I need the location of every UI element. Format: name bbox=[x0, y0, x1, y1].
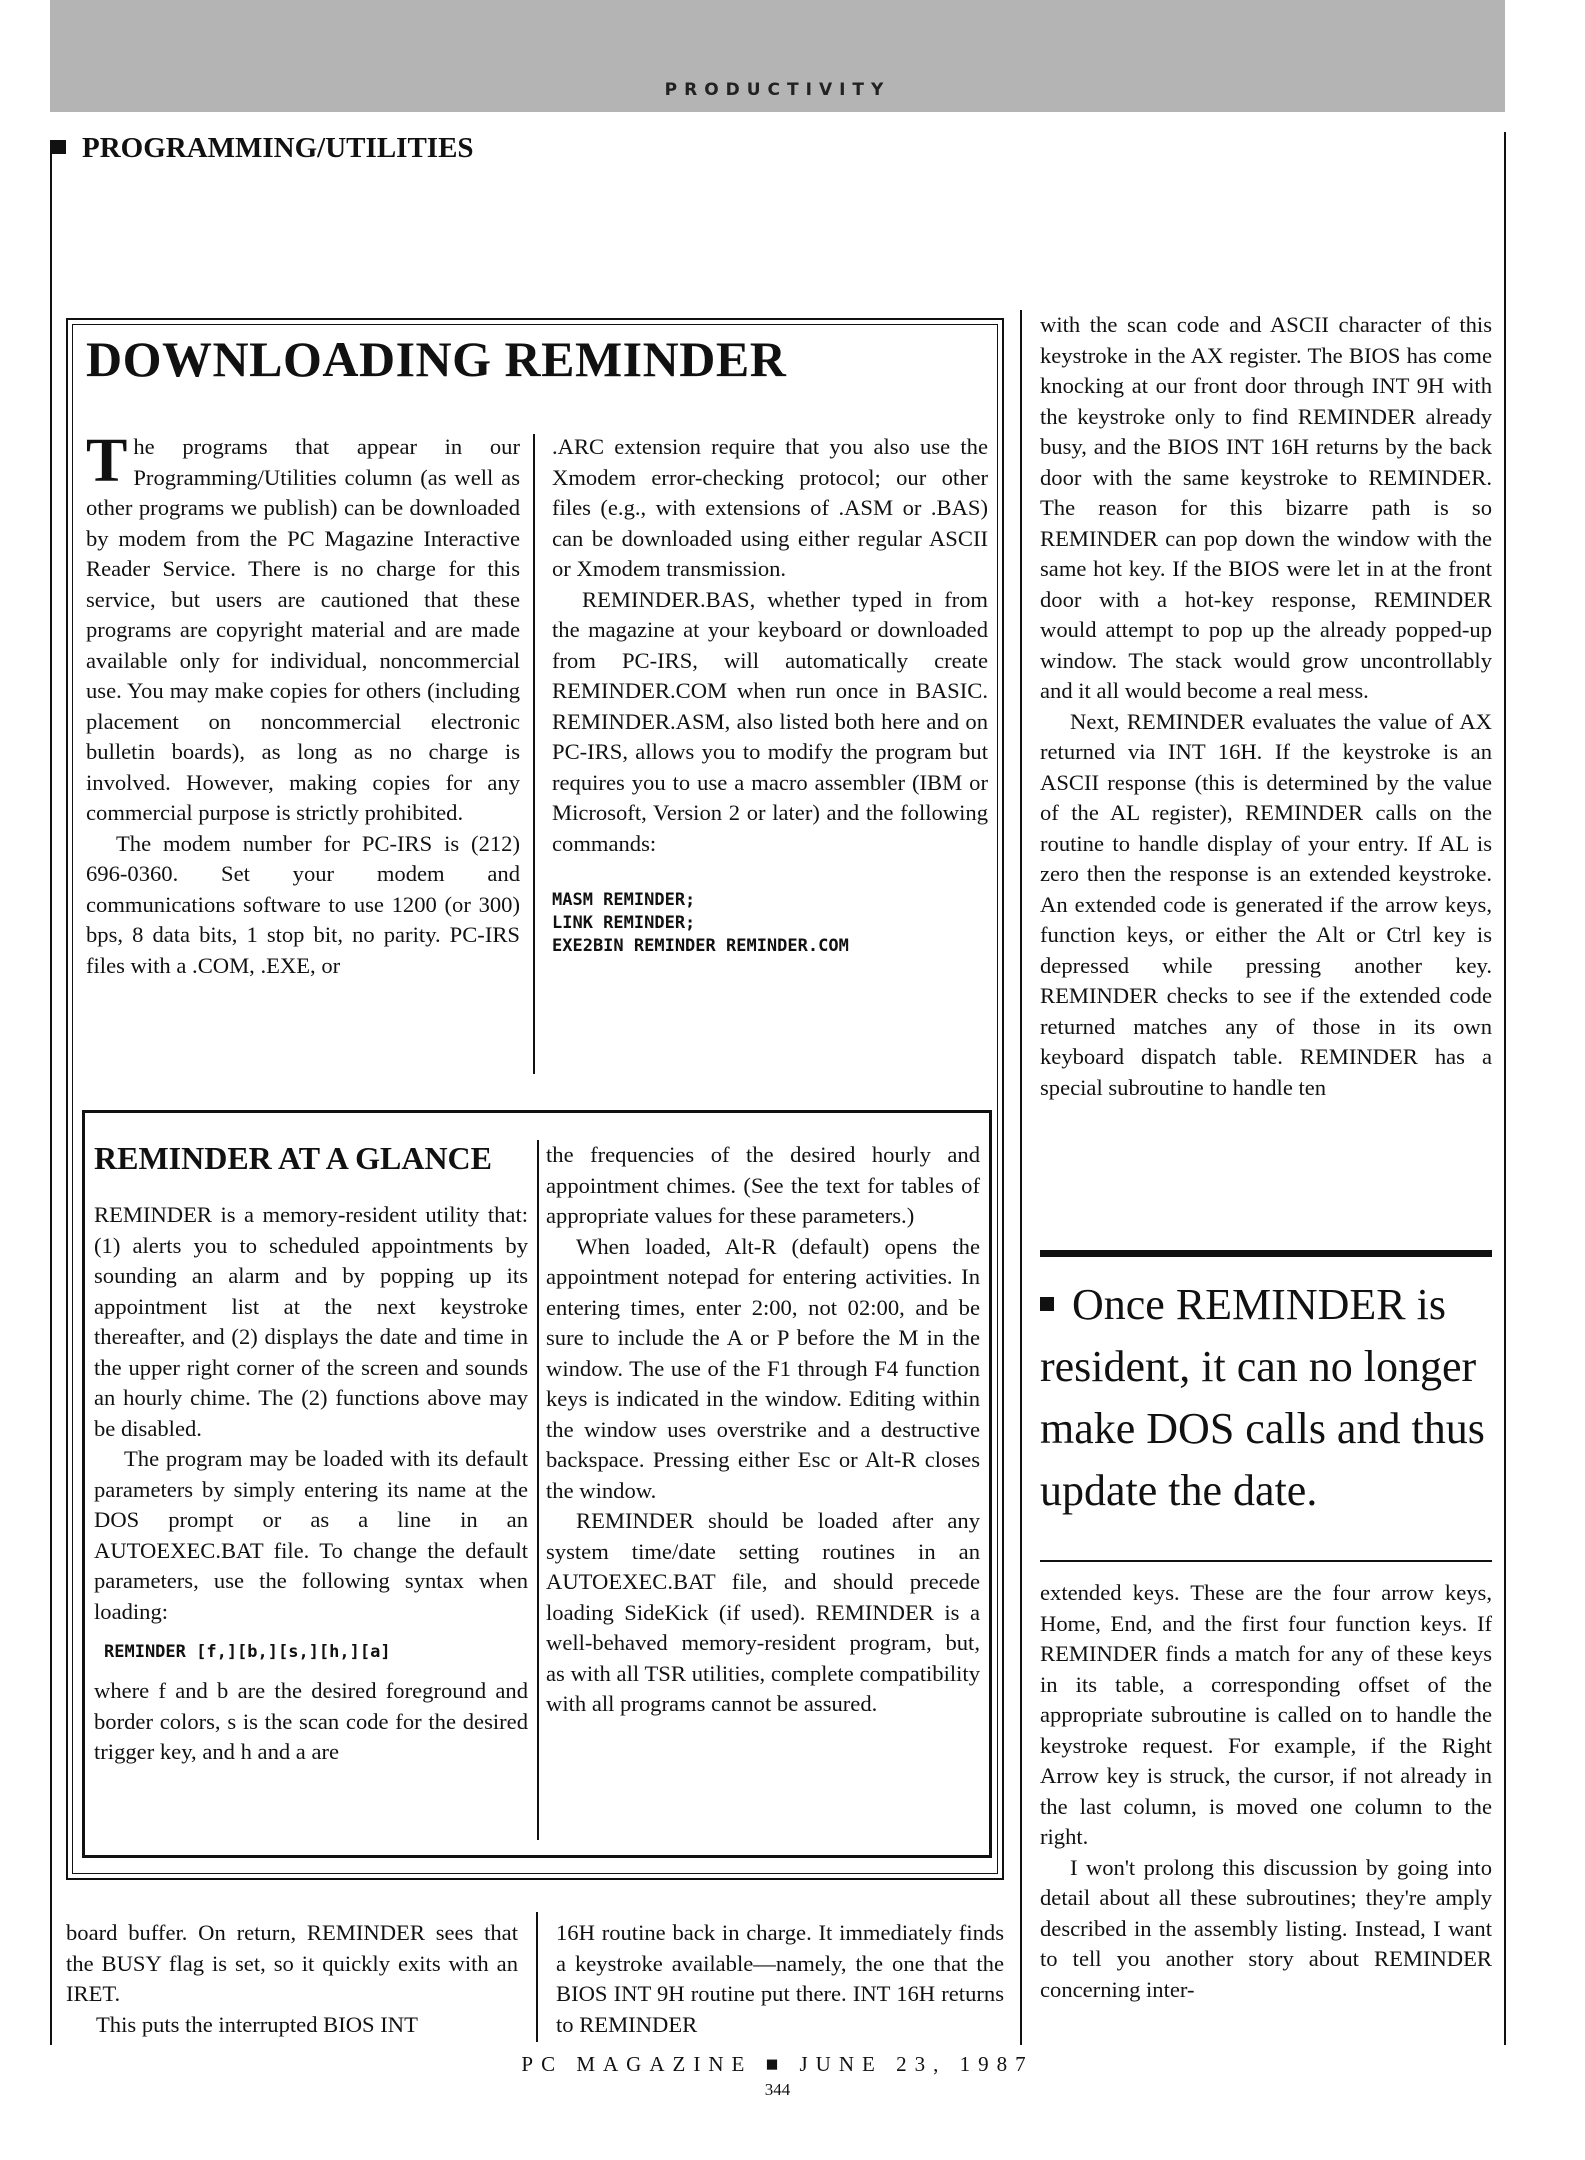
downloading-column-2 bbox=[552, 432, 988, 958]
magazine-footer: PC MAGAZINE ■ JUNE 23, 1987 bbox=[521, 2052, 1034, 2076]
category-label: PROGRAMMING/UTILITIES bbox=[82, 132, 474, 164]
right-paragraph-2: Next, REMINDER evaluates the value of AX returned via INT 16H. If the keystroke is an ASCII response (this is determined by the value of the AL register), REMINDER calls on the routine to handle display of your entry. If AL is zero then the response is an extended keystroke. An extended code is generated if the arrow keys, function keys, or either the Alt or Ctrl key is depressed while pressing another key. REMINDER checks to see if the extended code returned matches any of those in its own keyboard dispatch table. REMINDER has a special subroutine to handle ten bbox=[1040, 708, 1492, 1100]
downloading-paragraph-2: The modem number for PC-IRS is (212) 696-0360. Set your modem and communications software to use 1200 (or 300) bps, 8 data bits, 1 stop bit, no parity. PC-IRS files with a .COM, .EXE, or bbox=[86, 830, 520, 978]
bottom-column-1 bbox=[66, 1918, 518, 2040]
page-number: 344 bbox=[764, 2080, 791, 2099]
downloading-column-1 bbox=[86, 427, 520, 981]
bottom-paragraph-2: This puts the interrupted BIOS INT bbox=[96, 2011, 418, 2037]
glance-column-2 bbox=[546, 1140, 980, 1720]
glance-paragraph-4: the frequencies of the desired hourly and appointment chimes. (See the text for tables of appropriate values for these parameters.) bbox=[546, 1142, 980, 1228]
right-page-rule bbox=[1504, 132, 1506, 2045]
right-paragraph-3: extended keys. These are the four arrow keys, Home, End, and the first four function keys. If REMINDER finds a match for any of these keys in its table, a corresponding offset of the appropriate subroutine is called on to handle the keystroke request. For example, if the Right Arrow key is struck, the cursor, if not already in the last column, is moved one column to the right. bbox=[1040, 1580, 1492, 1849]
pull-quote bbox=[1040, 1274, 1492, 1522]
bottom-paragraph-1: board buffer. On return, REMINDER sees that the BUSY flag is set, so it quickly exits with an IRET. bbox=[66, 1920, 518, 2006]
drop-cap: T bbox=[86, 427, 128, 495]
bottom-column-rule bbox=[536, 1912, 538, 2042]
glance-paragraph-5: When loaded, Alt-R (default) opens the appointment notepad for entering activities. In entering times, enter 2:00, not 02:00, and be sure to include the A or P before the M in the window. The use of the F1 through F4 function keys is indicated in the window. Editing within the window uses overstrike and a destructive backspace. Pressing either Esc or Alt-R closes the window. bbox=[546, 1233, 980, 1503]
syntax-line: REMINDER [f,][b,][s,][h,][a] bbox=[104, 1642, 391, 1662]
right-paragraph-4: I won't prolong this discussion by going into detail about all these subroutines; they're amply described in the assembly listing. Instead, I want to tell you another story about REMINDER concerning inter- bbox=[1040, 1854, 1492, 2002]
right-paragraph-1: with the scan code and ASCII character of this keystroke in the AX register. The BIOS has come knocking at our front door through INT 9H with the keystroke only to find REMINDER already busy, and the BIOS INT 16H returns by the back door with the same keystroke to REMINDER. The reason for this bizarre path is so REMINDER can pop down the window with the same hot key. If the BIOS were let in at the front door with a hot-key response, REMINDER would attempt to pop up the already popped-up window. The stack would grow uncontrollably and it all would become a real mess. bbox=[1040, 312, 1492, 703]
bottom-paragraph-3: 16H routine back in charge. It immediately finds a keystroke available—namely, the one that the BIOS INT 9H routine put there. INT 16H returns to REMINDER bbox=[556, 1920, 1004, 2037]
glance-paragraph-6: REMINDER should be loaded after any system time/date setting routines in an AUTOEXEC.BAT file, and should precede loading SideKick (if used). REMINDER is a well-behaved memory-resident program, but, as with all TSR utilities, complete compatibility with all programs cannot be assured. bbox=[546, 1508, 980, 1716]
right-column-rule bbox=[1020, 310, 1022, 2045]
downloading-paragraph-1: he programs that appear in our Programming/Utilities column (as well as other programs we publish) can be downloaded by modem from the PC Magazine Interactive Reader Service. There is no charge for this service, but users are cautioned that these programs are copyright material and are made available only for individual, noncommercial use. You may make copies for others (including placement on noncommercial electronic bulletin boards), as long as no charge is involved. However, making copies for any commercial purpose is strictly prohibited. bbox=[86, 434, 520, 825]
bullet-square-icon bbox=[52, 140, 66, 154]
category-heading bbox=[52, 132, 474, 165]
downloading-paragraph-4: REMINDER.BAS, whether typed in from the magazine at your keyboard or downloaded from PC-IRS, will automatically create REMINDER.COM when run once in BASIC. REMINDER.ASM, also listed both here and on PC-IRS, allows you to modify the program but requires you to use a macro assembler (IBM or Microsoft, Version 2 or later) and the following commands: bbox=[552, 586, 988, 856]
pull-quote-bullet-icon bbox=[1040, 1297, 1054, 1311]
downloading-title: DOWNLOADING REMINDER bbox=[86, 331, 787, 387]
glance-title: REMINDER AT A GLANCE bbox=[94, 1140, 492, 1176]
glance-column-rule bbox=[537, 1140, 539, 1840]
pull-quote-bottom-rule bbox=[1040, 1560, 1492, 1562]
glance-column-1 bbox=[94, 1200, 528, 1768]
glance-paragraph-1: REMINDER is a memory-resident utility that: (1) alerts you to scheduled appointments by sounding an alarm and by popping up its appointment list at the next keystroke thereafter, and (2) displays the date and time in the upper right corner of the screen and sounds an hourly chime. The (2) functions above may be disabled. bbox=[94, 1202, 528, 1441]
pull-quote-text: Once REMINDER is resident, it can no longer make DOS calls and thus update the date. bbox=[1040, 1280, 1485, 1515]
bottom-column-2 bbox=[556, 1918, 1004, 2040]
glance-paragraph-2: The program may be loaded with its default parameters by simply entering its name at the DOS prompt or as a line in an AUTOEXEC.BAT file. To change the default parameters, use the following syntax when loading: bbox=[94, 1446, 528, 1624]
downloading-paragraph-3: .ARC extension require that you also use the Xmodem error-checking protocol; our other files (e.g., with extensions of .ASM or .BAS) can be downloaded using either regular ASCII or Xmodem transmission. bbox=[552, 434, 988, 581]
downloading-column-rule bbox=[533, 434, 535, 1074]
right-column-top bbox=[1040, 310, 1492, 1103]
pull-quote-top-rule bbox=[1040, 1250, 1492, 1257]
left-page-rule bbox=[50, 140, 52, 2045]
assembler-commands: MASM REMINDER; LINK REMINDER; EXE2BIN REMINDER REMINDER.COM bbox=[552, 890, 849, 956]
right-column-bottom bbox=[1040, 1578, 1492, 2005]
section-label: PRODUCTIVITY bbox=[664, 80, 891, 100]
glance-paragraph-3: where f and b are the desired foreground and border colors, s is the scan code for the desired trigger key, and h and a are bbox=[94, 1678, 528, 1764]
